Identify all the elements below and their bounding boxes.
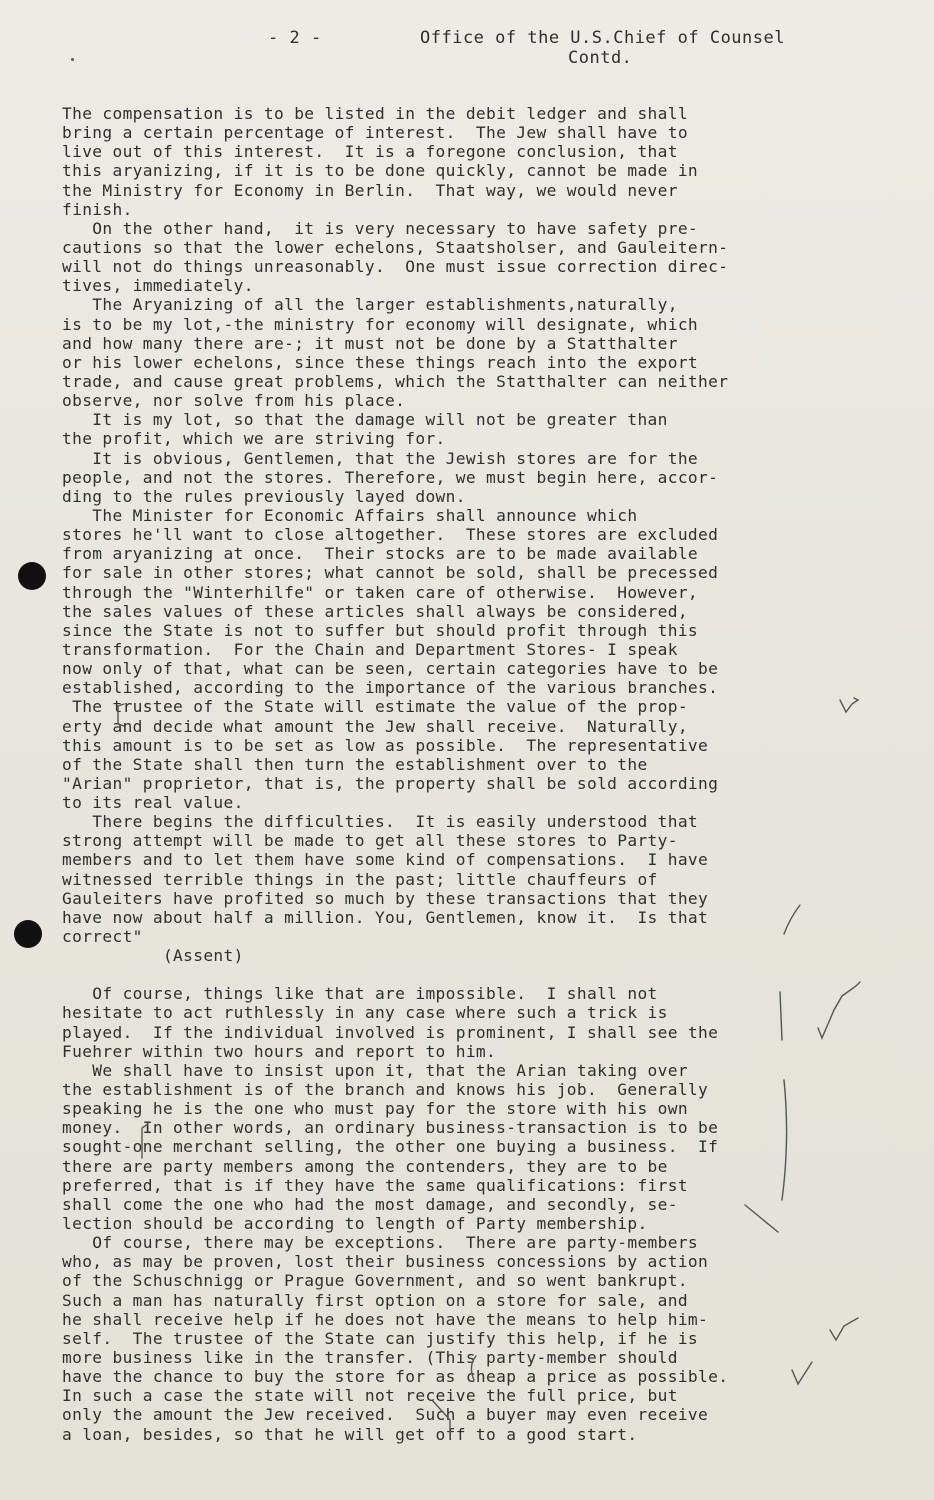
text-line: through the "Winterhilfe" or taken care of otherwise. However, [62, 582, 699, 602]
text-line: self. The trustee of the State can justify this help, if he is [62, 1328, 699, 1348]
checkmark-2 [818, 982, 860, 1038]
text-line: strong attempt will be made to get all these stores to Party- [62, 831, 678, 851]
text-line: and how many there are-; it must not be done by a Statthalter [62, 333, 678, 353]
text-line: Fuehrer within two hours and report to him. [62, 1041, 497, 1061]
text-line: lection should be according to length of Party membership. [62, 1214, 648, 1234]
text-line: there are party members among the contenders, they are to be [62, 1156, 668, 1176]
contd-label: Contd. [568, 48, 633, 68]
text-line: established, according to the importance of the various branches. [62, 678, 719, 698]
text-line: will not do things unreasonably. One must issue correction direc- [62, 257, 729, 277]
text-line: of the State shall then turn the establishment over to the [62, 754, 648, 774]
text-line: cautions so that the lower echelons, Staatsholser, and Gauleitern- [62, 237, 729, 257]
bracket-mark-1 [118, 704, 124, 726]
office-heading: Office of the U.S.Chief of Counsel [420, 28, 785, 48]
text-line: this amount is to be set as low as possible. The representative [62, 735, 709, 755]
text-line: only the amount the Jew received. Such a buyer may even receive [62, 1405, 709, 1425]
text-line: finish. [62, 199, 133, 219]
text-line: tives, immediately. [62, 276, 254, 296]
text-line: The trustee of the State will estimate the value of the prop- [62, 697, 688, 717]
text-line: Gauleiters have profited so much by these transactions that they [62, 888, 709, 908]
text-line: who, as may be proven, lost their business concessions by action [62, 1252, 709, 1272]
text-line: live out of this interest. It is a foregone conclusion, that [62, 142, 678, 162]
text-line: or his lower echelons, since these things reach into the export [62, 352, 699, 372]
text-line: since the State is not to suffer but should profit through this [62, 620, 699, 640]
text-line: trade, and cause great problems, which the Statthalter can neither [62, 371, 729, 391]
text-line: shall come the one who had the most damage, and secondly, se- [62, 1194, 678, 1214]
text-line: preferred, that is if they have the same qualifications: first [62, 1175, 688, 1195]
text-line: played. If the individual involved is prominent, I shall see the [62, 1022, 719, 1042]
text-line: hesitate to act ruthlessly in any case where such a trick is [62, 1003, 668, 1023]
bracket-mark-4 [432, 1400, 450, 1438]
text-line: for sale in other stores; what cannot be sold, shall be precessed [62, 563, 719, 583]
text-line: observe, nor solve from his place. [62, 391, 406, 411]
page-number: - 2 - [268, 28, 322, 48]
text-line: a loan, besides, so that he will get off to a good start. [62, 1424, 638, 1444]
margin-curve-1 [784, 905, 800, 934]
text-line: he shall receive help if he does not have the means to help him- [62, 1309, 709, 1329]
checkmark-3 [830, 1318, 858, 1340]
checkmark-4 [792, 1362, 812, 1384]
text-line: We shall have to insist upon it, that the Arian taking over [62, 1060, 688, 1080]
text-line: stores he'll want to close altogether. These stores are excluded [62, 525, 719, 545]
text-line: the sales values of these articles shall always be considered, [62, 601, 688, 621]
text-line: of the Schuschnigg or Prague Government, and so went bankrupt. [62, 1271, 688, 1291]
text-line: to its real value. [62, 793, 244, 813]
text-line: On the other hand, it is very necessary to have safety pre- [62, 218, 699, 238]
text-line: There begins the difficulties. It is easily understood that [62, 812, 699, 832]
text-line: is to be my lot,-the ministry for economy will designate, which [62, 314, 699, 334]
text-line: this aryanizing, if it is to be done quickly, cannot be made in [62, 161, 699, 181]
text-line: correct" [62, 927, 143, 947]
bracket-mark-3 [471, 1356, 476, 1380]
text-line: have the chance to buy the store for as cheap a price as possible. [62, 1367, 729, 1387]
text-line: now only of that, what can be seen, certain categories have to be [62, 659, 719, 679]
text-line: transformation. For the Chain and Department Stores- I speak [62, 639, 678, 659]
margin-line-2 [782, 1080, 787, 1200]
text-line: sought-one merchant selling, the other one buying a business. If [62, 1137, 719, 1157]
text-line: the profit, which we are striving for. [62, 429, 446, 449]
text-line: bring a certain percentage of interest. The Jew shall have to [62, 123, 688, 143]
text-line: have now about half a million. You, Gentlemen, know it. Is that [62, 907, 709, 927]
text-line: The Minister for Economic Affairs shall announce which [62, 505, 638, 525]
text-line: "Arian" proprietor, that is, the property shall be sold according [62, 773, 719, 793]
text-line: the Ministry for Economy in Berlin. That way, we would never [62, 180, 678, 200]
bracket-mark-2 [142, 1124, 148, 1158]
text-line: It is my lot, so that the damage will not be greater than [62, 410, 668, 430]
text-line: The Aryanizing of all the larger establishments,naturally, [62, 295, 678, 315]
text-line: (Assent) [62, 946, 244, 966]
text-line: The compensation is to be listed in the debit ledger and shall [62, 104, 688, 123]
text-line: members and to let them have some kind of compensations. I have [62, 850, 709, 870]
text-line: In such a case the state will not receive the full price, but [62, 1386, 678, 1406]
text-line: from aryanizing at once. Their stocks are to be made available [62, 544, 699, 564]
checkmark-1 [840, 698, 858, 712]
text-line: Such a man has naturally first option on a store for sale, and [62, 1290, 688, 1310]
slash-mark-1 [745, 1205, 778, 1232]
text-line: Of course, there may be exceptions. There are party-members [62, 1233, 699, 1253]
text-line: speaking he is the one who must pay for the store with his own [62, 1099, 688, 1119]
text-line: the establishment is of the branch and knows his job. Generally [62, 1080, 709, 1100]
margin-line-1 [780, 992, 782, 1040]
text-line: erty and decide what amount the Jew shall receive. Naturally, [62, 716, 688, 736]
text-line: more business like in the transfer. (This party-member should [62, 1348, 678, 1367]
text-line: It is obvious, Gentlemen, that the Jewish stores are for the [62, 448, 699, 468]
text-line: money. In other words, an ordinary business-transaction is to be [62, 1118, 719, 1138]
text-line: Of course, things like that are impossible. I shall not [62, 984, 658, 1004]
text-line: people, and not the stores. Therefore, we must begin here, accor- [62, 467, 719, 487]
text-line: witnessed terrible things in the past; little chauffeurs of [62, 869, 658, 889]
text-line: ding to the rules previously layed down. [62, 486, 466, 506]
